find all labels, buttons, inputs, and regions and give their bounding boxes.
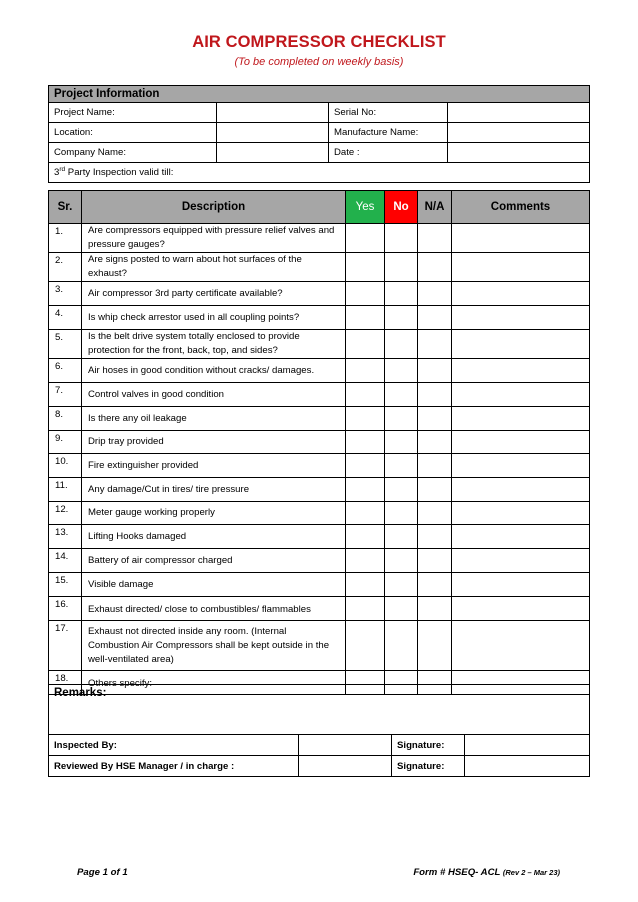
yes-cell[interactable] xyxy=(346,621,385,671)
no-cell[interactable] xyxy=(385,478,418,502)
checklist-row xyxy=(49,549,590,573)
item-description: Drip tray provided xyxy=(82,431,346,454)
yes-cell[interactable] xyxy=(346,549,385,573)
yes-cell[interactable] xyxy=(346,306,385,330)
item-number: 9. xyxy=(49,431,82,454)
yes-cell[interactable] xyxy=(346,431,385,454)
item-description: Are compressors equipped with pressure relief valves and pressure gauges? xyxy=(82,224,346,253)
na-cell[interactable] xyxy=(418,502,452,525)
item-description: Air hoses in good condition without cracks/ damages. xyxy=(82,359,346,383)
na-cell[interactable] xyxy=(418,282,452,306)
remarks-label: Remarks: xyxy=(54,687,107,699)
na-cell[interactable] xyxy=(418,224,452,253)
column-header-na: N/A xyxy=(418,191,452,224)
page-subtitle: (To be completed on weekly basis) xyxy=(234,56,404,68)
na-cell[interactable] xyxy=(418,525,452,549)
project-name-label: Project Name: xyxy=(49,103,217,123)
form-code: Form # HSEQ- ACL xyxy=(413,867,503,878)
item-number: 1. xyxy=(49,224,82,253)
date-label: Date : xyxy=(329,143,448,163)
inspected-by-label: Inspected By: xyxy=(49,735,299,756)
checklist-row xyxy=(49,454,590,478)
yes-cell[interactable] xyxy=(346,597,385,621)
page-title: AIR COMPRESSOR CHECKLIST xyxy=(192,33,446,51)
location-label: Location: xyxy=(49,123,217,143)
comments-cell[interactable] xyxy=(452,573,590,597)
item-number: 2. xyxy=(49,253,82,282)
column-header-no: No xyxy=(385,191,418,224)
item-number: 3. xyxy=(49,282,82,306)
na-cell[interactable] xyxy=(418,597,452,621)
item-number: 12. xyxy=(49,502,82,525)
location-field[interactable] xyxy=(217,123,329,143)
comments-cell[interactable] xyxy=(452,359,590,383)
item-number: 6. xyxy=(49,359,82,383)
no-cell[interactable] xyxy=(385,549,418,573)
comments-cell[interactable] xyxy=(452,454,590,478)
inspection-sup: rd xyxy=(59,166,66,174)
yes-cell[interactable] xyxy=(346,525,385,549)
manufacture-name-field[interactable] xyxy=(448,123,590,143)
no-cell[interactable] xyxy=(385,407,418,431)
no-cell[interactable] xyxy=(385,502,418,525)
item-number: 16. xyxy=(49,597,82,621)
yes-cell[interactable] xyxy=(346,454,385,478)
comments-cell[interactable] xyxy=(452,525,590,549)
na-cell[interactable] xyxy=(418,359,452,383)
serial-no-field[interactable] xyxy=(448,103,590,123)
item-number: 11. xyxy=(49,478,82,502)
company-name-field[interactable] xyxy=(217,143,329,163)
checklist-row xyxy=(49,306,590,330)
reviewed-by-label: Reviewed By HSE Manager / in charge : xyxy=(49,756,299,777)
project-information-heading: Project Information xyxy=(49,86,590,103)
item-description: Any damage/Cut in tires/ tire pressure xyxy=(82,478,346,502)
item-description: Are signs posted to warn about hot surfaces of the exhaust? xyxy=(82,253,346,282)
checklist-row xyxy=(49,597,590,621)
na-cell[interactable] xyxy=(418,330,452,359)
yes-cell[interactable] xyxy=(346,330,385,359)
na-cell[interactable] xyxy=(418,383,452,407)
page-number: Page 1 of 1 xyxy=(77,867,128,878)
no-cell[interactable] xyxy=(385,621,418,671)
signature-label-2: Signature: xyxy=(392,756,465,777)
no-cell[interactable] xyxy=(385,253,418,282)
na-cell[interactable] xyxy=(418,573,452,597)
form-revision: (Rev 2 – Mar 23) xyxy=(502,868,560,877)
yes-cell[interactable] xyxy=(346,383,385,407)
na-cell[interactable] xyxy=(418,454,452,478)
comments-cell[interactable] xyxy=(452,478,590,502)
item-number: 8. xyxy=(49,407,82,431)
remarks-field[interactable] xyxy=(49,685,590,735)
no-cell[interactable] xyxy=(385,431,418,454)
comments-cell[interactable] xyxy=(452,383,590,407)
na-cell[interactable] xyxy=(418,253,452,282)
comments-cell[interactable] xyxy=(452,224,590,253)
item-description: Exhaust directed/ close to combustibles/ flammables xyxy=(82,597,346,621)
item-description: Lifting Hooks damaged xyxy=(82,525,346,549)
item-description: Visible damage xyxy=(82,573,346,597)
checklist-row xyxy=(49,224,590,253)
inspected-by-field[interactable] xyxy=(299,735,392,756)
yes-cell[interactable] xyxy=(346,359,385,383)
item-number: 10. xyxy=(49,454,82,478)
checklist-row xyxy=(49,573,590,597)
item-number: 13. xyxy=(49,525,82,549)
item-description: Control valves in good condition xyxy=(82,383,346,407)
no-cell[interactable] xyxy=(385,282,418,306)
no-cell[interactable] xyxy=(385,359,418,383)
item-number: 5. xyxy=(49,330,82,359)
column-header-comments: Comments xyxy=(452,191,590,224)
yes-cell[interactable] xyxy=(346,478,385,502)
company-name-label: Company Name: xyxy=(49,143,217,163)
na-cell[interactable] xyxy=(418,306,452,330)
comments-cell[interactable] xyxy=(452,621,590,671)
signature-label: Signature: xyxy=(392,735,465,756)
item-description: Is whip check arrestor used in all coupling points? xyxy=(82,306,346,330)
comments-cell[interactable] xyxy=(452,306,590,330)
item-description: Meter gauge working properly xyxy=(82,502,346,525)
item-description: Exhaust not directed inside any room. (Internal Combustion Air Compressors shall be kept outside in the well-ventilated area) xyxy=(82,621,346,671)
inspection-prefix: 3 xyxy=(54,167,60,179)
comments-cell[interactable] xyxy=(452,407,590,431)
column-header-sr: Sr. xyxy=(49,191,82,224)
item-number: 18. xyxy=(49,671,82,695)
no-cell[interactable] xyxy=(385,330,418,359)
item-number: 15. xyxy=(49,573,82,597)
comments-cell[interactable] xyxy=(452,502,590,525)
checklist-row xyxy=(49,407,590,431)
item-description: Battery of air compressor charged xyxy=(82,549,346,573)
sign-off-table xyxy=(48,684,590,777)
no-cell[interactable] xyxy=(385,224,418,253)
checklist-row xyxy=(49,330,590,359)
no-cell[interactable] xyxy=(385,525,418,549)
comments-cell[interactable] xyxy=(452,253,590,282)
no-cell[interactable] xyxy=(385,306,418,330)
comments-cell[interactable] xyxy=(452,597,590,621)
inspection-suffix: Party Inspection valid till: xyxy=(65,167,174,179)
inspection-validity-label[interactable] xyxy=(49,163,590,183)
checklist-row xyxy=(49,359,590,383)
na-cell[interactable] xyxy=(418,549,452,573)
checklist-row xyxy=(49,621,590,671)
checklist-row xyxy=(49,253,590,282)
yes-cell[interactable] xyxy=(346,407,385,431)
yes-cell[interactable] xyxy=(346,224,385,253)
checklist-row xyxy=(49,502,590,525)
yes-cell[interactable] xyxy=(346,573,385,597)
na-cell[interactable] xyxy=(418,407,452,431)
item-number: 14. xyxy=(49,549,82,573)
item-number: 17. xyxy=(49,621,82,671)
item-description: Is there any oil leakage xyxy=(82,407,346,431)
form-number xyxy=(413,867,560,878)
na-cell[interactable] xyxy=(418,621,452,671)
item-description: Air compressor 3rd party certificate available? xyxy=(82,282,346,306)
checklist-row xyxy=(49,478,590,502)
item-number: 7. xyxy=(49,383,82,407)
yes-cell[interactable] xyxy=(346,253,385,282)
yes-cell[interactable] xyxy=(346,502,385,525)
checklist-row xyxy=(49,383,590,407)
manufacture-name-label: Manufacture Name: xyxy=(329,123,448,143)
checklist-row xyxy=(49,525,590,549)
date-field[interactable] xyxy=(448,143,590,163)
comments-cell[interactable] xyxy=(452,330,590,359)
signature-field-2[interactable] xyxy=(465,756,590,777)
yes-cell[interactable] xyxy=(346,282,385,306)
item-description: Fire extinguisher provided xyxy=(82,454,346,478)
item-description: Others specify: xyxy=(82,671,346,695)
column-header-yes: Yes xyxy=(346,191,385,224)
no-cell[interactable] xyxy=(385,597,418,621)
checklist-table xyxy=(48,190,590,695)
project-information-table xyxy=(48,85,590,183)
comments-cell[interactable] xyxy=(452,282,590,306)
reviewed-by-field[interactable] xyxy=(299,756,392,777)
na-cell[interactable] xyxy=(418,478,452,502)
item-description: Is the belt drive system totally enclosed to provide protection for the front, back, top, and sides? xyxy=(82,330,346,359)
no-cell[interactable] xyxy=(385,573,418,597)
no-cell[interactable] xyxy=(385,383,418,407)
checklist-row xyxy=(49,282,590,306)
serial-no-label: Serial No: xyxy=(329,103,448,123)
comments-cell[interactable] xyxy=(452,431,590,454)
signature-field[interactable] xyxy=(465,735,590,756)
na-cell[interactable] xyxy=(418,431,452,454)
comments-cell[interactable] xyxy=(452,549,590,573)
project-name-field[interactable] xyxy=(217,103,329,123)
no-cell[interactable] xyxy=(385,454,418,478)
checklist-row xyxy=(49,431,590,454)
column-header-description: Description xyxy=(82,191,346,224)
item-number: 4. xyxy=(49,306,82,330)
